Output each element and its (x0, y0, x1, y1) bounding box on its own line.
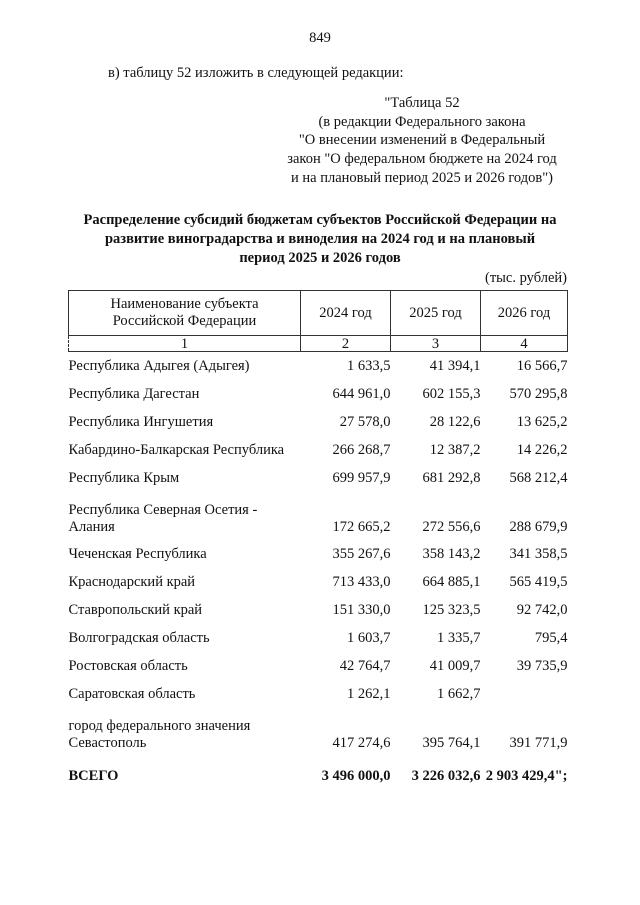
table-row (69, 568, 568, 596)
value-2025: 664 885,1 (422, 573, 481, 590)
subject-name: Саратовская область (68, 685, 196, 702)
value-2025: 602 155,3 (422, 385, 481, 402)
column-number: 1 (69, 336, 301, 352)
value-2026: 341 358,5 (509, 545, 568, 562)
subject-name: город федерального значения Севастополь (68, 718, 251, 751)
table-row (69, 380, 568, 408)
value-2026: 14 226,2 (516, 441, 568, 458)
value-2025: 272 556,6 (422, 519, 481, 535)
subject-name: Краснодарский край (68, 573, 196, 590)
value-2024: 1 633,5 (347, 357, 391, 374)
subject-name: Республика Крым (68, 469, 180, 486)
value-2026 (481, 680, 568, 708)
value-2026: 568 212,4 (509, 469, 568, 486)
value-2025: 3 226 032,6 (411, 767, 481, 784)
table-row (69, 352, 568, 381)
table-row (69, 652, 568, 680)
value-2025: 125 323,5 (422, 601, 481, 618)
value-2024: 266 268,7 (332, 441, 391, 458)
table-row (69, 596, 568, 624)
value-2025: 395 764,1 (422, 735, 481, 751)
value-2026: 565 419,5 (509, 573, 568, 590)
value-2025: 1 335,7 (437, 629, 481, 646)
table-caption-quote (272, 94, 572, 188)
column-number-row (69, 336, 568, 352)
quote-line: (в редакции Федерального закона (318, 113, 526, 130)
value-2025: 28 122,6 (429, 413, 481, 430)
table-row (69, 708, 568, 756)
value-2024: 151 330,0 (332, 601, 391, 618)
subject-name: Чеченская Республика (68, 545, 207, 562)
subject-name: Республика Адыгея (Адыгея) (68, 357, 250, 374)
table-row (69, 680, 568, 708)
column-number: 4 (481, 336, 568, 352)
table-row (69, 436, 568, 464)
value-2026: 39 735,9 (516, 657, 568, 674)
subject-name: Ростовская область (68, 657, 188, 674)
table-row (69, 464, 568, 492)
subject-name: Волгоградская область (68, 629, 210, 646)
table-row (69, 408, 568, 436)
quote-line: и на плановый период 2025 и 2026 годов") (291, 169, 553, 186)
value-2024: 27 578,0 (339, 413, 391, 430)
value-2026: 391 771,9 (509, 735, 568, 751)
intro-text: в) таблицу 52 изложить в следующей редакции: (108, 65, 404, 81)
column-number: 3 (391, 336, 481, 352)
units-label: (тыс. рублей) (485, 270, 567, 286)
header-2026: 2026 год (481, 291, 568, 336)
value-2025: 681 292,8 (422, 469, 481, 486)
value-2024: 172 665,2 (332, 519, 391, 535)
subject-name: Республика Ингушетия (68, 413, 214, 430)
title-line: развитие виноградарства и виноделия на 2024 год и на плановый (104, 231, 536, 247)
value-2024: 1 603,7 (347, 629, 391, 646)
value-2026: 570 295,8 (509, 385, 568, 402)
column-number: 2 (301, 336, 391, 352)
quote-line: "О внесении изменений в Федеральный (298, 132, 546, 149)
value-2024: 1 262,1 (347, 685, 391, 702)
value-2024: 644 961,0 (332, 385, 391, 402)
table-row (69, 624, 568, 652)
table-row (69, 492, 568, 540)
title-line: Распределение субсидий бюджетам субъектов Российской Федерации на (83, 212, 557, 228)
subject-name: Республика Северная Осетия - Алания (68, 502, 258, 535)
header-subject: Наименование субъекта Российской Федерации (69, 291, 301, 336)
header-2024: 2024 год (301, 291, 391, 336)
header-2025: 2025 год (391, 291, 481, 336)
subject-name: Республика Дагестан (68, 385, 200, 402)
value-2024: 713 433,0 (332, 573, 391, 590)
value-2026: 16 566,7 (516, 357, 568, 374)
value-2024: 417 274,6 (332, 735, 391, 751)
value-2026: 795,4 (534, 629, 568, 646)
table-row (69, 540, 568, 568)
value-2024: 3 496 000,0 (321, 767, 391, 784)
subsidy-table (68, 290, 568, 796)
value-2026: 13 625,2 (516, 413, 568, 430)
value-2025: 12 387,2 (429, 441, 481, 458)
value-2025: 41 009,7 (429, 657, 481, 674)
value-2025: 358 143,2 (422, 545, 481, 562)
total-row (69, 756, 568, 796)
page-number: 849 (309, 30, 331, 46)
quote-line: закон "О федеральном бюджете на 2024 год (287, 151, 557, 168)
quote-line: "Таблица 52 (384, 95, 460, 111)
value-2025: 1 662,7 (437, 685, 481, 702)
value-2026: 2 903 429,4"; (485, 767, 568, 784)
value-2026: 92 742,0 (516, 601, 568, 618)
title-line: период 2025 и 2026 годов (239, 250, 401, 266)
value-2024: 699 957,9 (332, 469, 391, 486)
document-title (60, 211, 580, 268)
subject-name: ВСЕГО (68, 767, 119, 784)
subject-name: Ставропольский край (68, 601, 203, 618)
value-2024: 42 764,7 (339, 657, 391, 674)
header-row (69, 291, 568, 336)
subject-name: Кабардино-Балкарская Республика (68, 441, 285, 458)
value-2026: 288 679,9 (509, 519, 568, 535)
value-2024: 355 267,6 (332, 545, 391, 562)
value-2025: 41 394,1 (429, 357, 481, 374)
